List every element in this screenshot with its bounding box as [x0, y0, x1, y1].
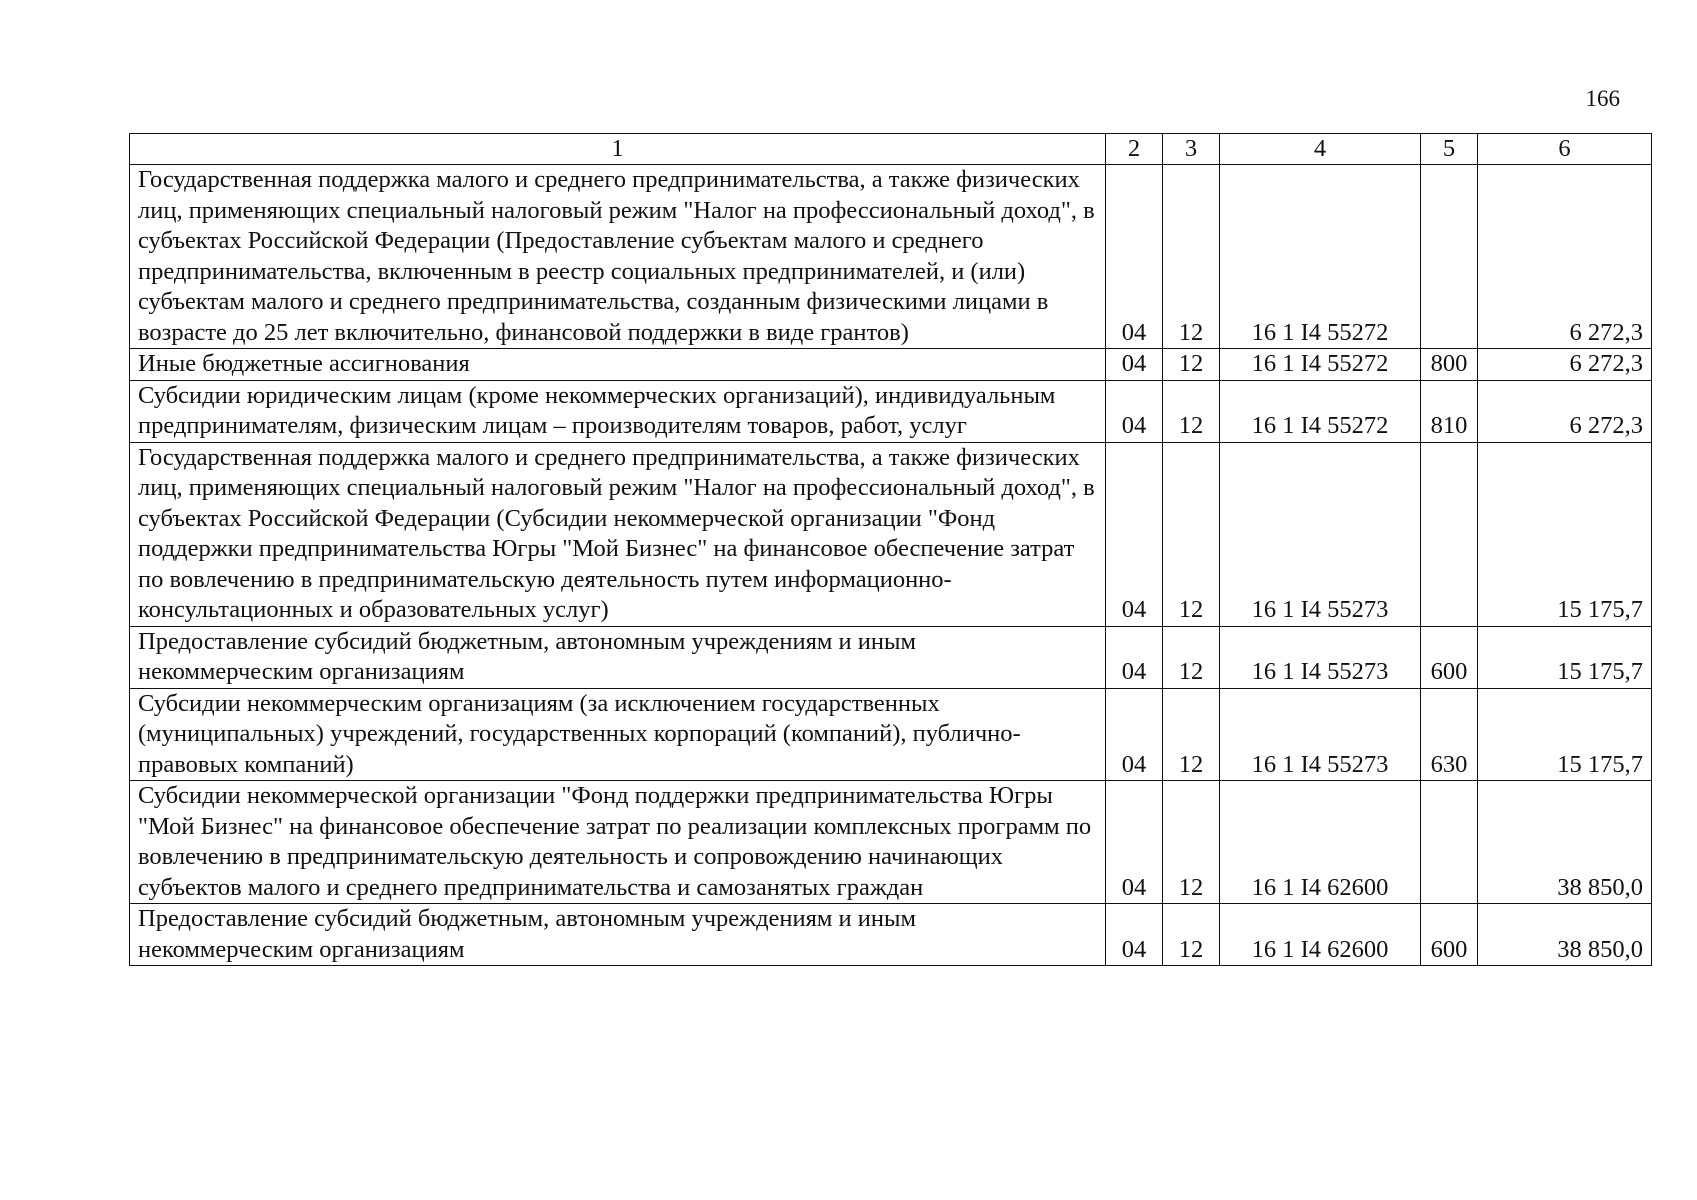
row-section: 04 [1106, 781, 1163, 904]
row-description: Предоставление субсидий бюджетным, автономным учреждениям и иным некоммерческим организациям [130, 626, 1106, 688]
row-subsection: 12 [1163, 165, 1220, 349]
row-section: 04 [1106, 688, 1163, 781]
row-description: Субсидии некоммерческой организации "Фонд поддержки предпринимательства Югры "Мой Бизнес" на финансовое обеспечение затрат по реализации комплексных программ по вовлечению в предпринимательскую деятельность и сопровождению начинающих субъектов малого и среднего предпринимательства и самозанятых граждан [130, 781, 1106, 904]
header-col-2: 2 [1106, 134, 1163, 165]
row-section: 04 [1106, 349, 1163, 381]
header-row [130, 134, 1652, 165]
row-amount: 6 272,3 [1478, 165, 1652, 349]
row-section: 04 [1106, 165, 1163, 349]
row-subsection: 12 [1163, 349, 1220, 381]
row-amount: 38 850,0 [1478, 904, 1652, 966]
table-row [130, 165, 1652, 349]
row-section: 04 [1106, 380, 1163, 442]
row-description: Государственная поддержка малого и среднего предпринимательства, а также физических лиц, применяющих специальный налоговый режим "Налог на профессиональный доход", в субъектах Российской Федерации (Субсидии некоммерческой организации "Фонд поддержки предпринимательства Югры "Мой Бизнес" на финансовое обеспечение затрат по вовлечению в предпринимательскую деятельность путем информационно-консультационных и образовательных услуг) [130, 442, 1106, 626]
header-col-1: 1 [130, 134, 1106, 165]
row-expense-type [1421, 442, 1478, 626]
row-section: 04 [1106, 904, 1163, 966]
row-description: Государственная поддержка малого и среднего предпринимательства, а также физических лиц, применяющих специальный налоговый режим "Налог на профессиональный доход", в субъектах Российской Федерации (Предоставление субъектам малого и среднего предпринимательства, включенным в реестр социальных предпринимателей, и (или) субъектам малого и среднего предпринимательства, созданным физическими лицами в возрасте до 25 лет включительно, финансовой поддержки в виде грантов) [130, 165, 1106, 349]
table-row [130, 380, 1652, 442]
row-subsection: 12 [1163, 380, 1220, 442]
row-expense-type: 810 [1421, 380, 1478, 442]
row-description: Предоставление субсидий бюджетным, автономным учреждениям и иным некоммерческим организациям [130, 904, 1106, 966]
row-section: 04 [1106, 626, 1163, 688]
table-row [130, 688, 1652, 781]
row-target-code: 16 1 I4 55273 [1220, 626, 1421, 688]
table-row [130, 442, 1652, 626]
row-target-code: 16 1 I4 55273 [1220, 442, 1421, 626]
table-row [130, 349, 1652, 381]
row-target-code: 16 1 I4 62600 [1220, 904, 1421, 966]
budget-table [129, 133, 1652, 966]
table-row [130, 904, 1652, 966]
row-target-code: 16 1 I4 55272 [1220, 165, 1421, 349]
table-header [130, 134, 1652, 165]
row-target-code: 16 1 I4 55272 [1220, 349, 1421, 381]
table-row [130, 626, 1652, 688]
row-amount: 6 272,3 [1478, 349, 1652, 381]
row-subsection: 12 [1163, 781, 1220, 904]
row-subsection: 12 [1163, 626, 1220, 688]
row-subsection: 12 [1163, 442, 1220, 626]
row-description: Субсидии юридическим лицам (кроме некоммерческих организаций), индивидуальным предпринимателям, физическим лицам – производителям товаров, работ, услуг [130, 380, 1106, 442]
header-col-6: 6 [1478, 134, 1652, 165]
row-subsection: 12 [1163, 904, 1220, 966]
row-section: 04 [1106, 442, 1163, 626]
header-col-5: 5 [1421, 134, 1478, 165]
row-description: Субсидии некоммерческим организациям (за исключением государственных (муниципальных) учреждений, государственных корпораций (компаний), публично-правовых компаний) [130, 688, 1106, 781]
table-row [130, 781, 1652, 904]
header-col-4: 4 [1220, 134, 1421, 165]
row-expense-type: 600 [1421, 626, 1478, 688]
header-col-3: 3 [1163, 134, 1220, 165]
row-amount: 15 175,7 [1478, 626, 1652, 688]
table-body [130, 165, 1652, 966]
row-expense-type [1421, 165, 1478, 349]
row-description: Иные бюджетные ассигнования [130, 349, 1106, 381]
row-amount: 6 272,3 [1478, 380, 1652, 442]
row-amount: 38 850,0 [1478, 781, 1652, 904]
page-number: 166 [1585, 86, 1620, 111]
row-expense-type: 630 [1421, 688, 1478, 781]
row-expense-type [1421, 781, 1478, 904]
row-amount: 15 175,7 [1478, 442, 1652, 626]
row-target-code: 16 1 I4 62600 [1220, 781, 1421, 904]
row-expense-type: 800 [1421, 349, 1478, 381]
row-target-code: 16 1 I4 55273 [1220, 688, 1421, 781]
row-amount: 15 175,7 [1478, 688, 1652, 781]
row-target-code: 16 1 I4 55272 [1220, 380, 1421, 442]
row-subsection: 12 [1163, 688, 1220, 781]
row-expense-type: 600 [1421, 904, 1478, 966]
